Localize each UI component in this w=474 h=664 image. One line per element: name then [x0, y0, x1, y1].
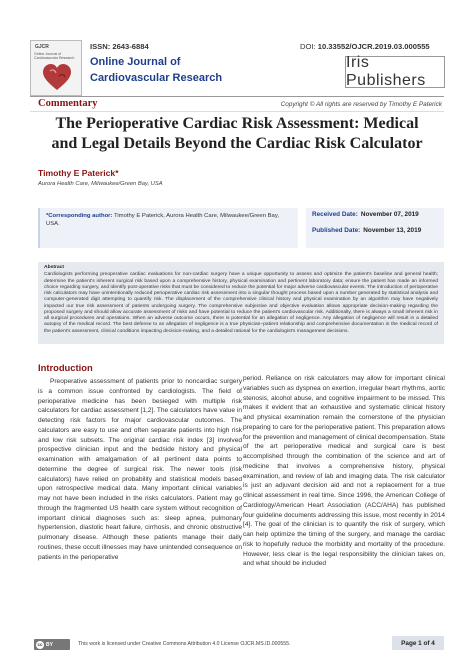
cc-by-label: BY: [46, 641, 53, 648]
introduction-heading: Introduction: [38, 362, 93, 373]
abstract-heading: Abstract: [44, 265, 65, 270]
introduction-right-column: period. Reliance on risk calculators may allow for important clinical variables such as dyspnea on exertion, irregular heart rhythms, aortic stenosis, alcohol abuse, and cognitive impairment to be missed. This makes it evident that an exhaustive and systematic clinical history and physical examination remain the cornerstone of the physician preparing to care for the perioperative patient. This preparation allows for the prevention and management of clinical decompensation. State of the art perioperative medical and surgical care is best accomplished through the combination of the science and art of medicine that involves a comprehensive history, physical examination, and review of lab and imaging data. The risk calculator is just an adjuvant decision aid and not a replacement for a true clinical assessment in real time. Since 1996, the American College of Cardiology/American Heart Association (ACC/AHA) has published four guideline documents addressing this issue, most recently in 2014 [4]. The goal of the clinician is to quantify the risk of surgery, which can help optimize the timing of the surgery, and manage the cardiac risk to hopefully reduce the morbidity and mortality of the procedure. However, less clear is the legal responsibility the clinician takes on, and what should be included: [243, 375, 445, 568]
copyright-notice: Copyright © All rights are reserved by Timothy E Paterick: [280, 101, 442, 108]
creative-commons-badge[interactable]: [34, 639, 70, 650]
published-date-value: November 13, 2019: [363, 227, 422, 234]
license-statement[interactable]: This work is licensed under Creative Commons Attribution 4.0 License: [78, 641, 239, 647]
publisher-logo: [345, 56, 445, 88]
abstract-text: Cardiologists performing preoperative cardiac evaluations for non-cardiac surgery have a unique opportunity to assess and optimize the patient's baseline and general health; determine the patient's inherent surgical risk based upon a comprehensive history, physical examination and pertinent laboratory data; ensure the patient has made an informed choice regarding surgery, and identify post-operative risks that must be considered to reduce the potential for major adverse cardiovascular events. The introduction of perioperative risk calculators may have unintentionally reduced perioperative cardiac risk assessment into a singular thought process based upon a number generated by statistical analysis and computer-generated digit attempting to quantify risk. The displacement of the comprehensive clinical history and physical examination by an algorithm may have negatively impacted our true risk assessment of patients undergoing surgery. The comprehensive subjective and objective evaluation allows appropriate decision-making regarding the proposed surgery and should allow accurate assessment of risks and have potential to reduce the patient's cardiovascular risk. Additionally, there is always a small inherent risk in all surgical procedures and operations. When an adverse outcome occurs, there is potential for an allegation of negligence. Any allegation of negligence will result in a detailed autopsy of the medical record. The best defense to an allegation of negligence is a true physician–patient relationship and comprehensive documentation in the medical record of the patient's assessment, clinical conditions impacting decision-making, and a detailed rational for the cardiologist's management decisions.: [44, 272, 438, 334]
footer-doi: OJCR.MS.ID.000555.: [240, 641, 291, 647]
publisher-logo-text: Iris Publishers: [346, 54, 426, 89]
corresponding-author-label: *Corresponding author:: [46, 213, 113, 219]
author-name: Timothy E Paterick*: [38, 168, 119, 178]
header-divider: [30, 96, 444, 97]
article-title: [0, 114, 474, 154]
article-title-line1: The Perioperative Cardiac Risk Assessment: Medical: [55, 115, 419, 132]
divider: [30, 111, 444, 112]
abstract-box: [38, 262, 444, 344]
journal-header: [0, 0, 474, 96]
doi-value[interactable]: 10.33552/OJCR.2019.03.000555: [317, 42, 430, 51]
received-date-label: Received Date:: [312, 211, 358, 218]
cc-icon: cc: [37, 642, 43, 647]
author-affiliation: Aurora Health Care, Milwaukee/Green Bay, USA: [38, 181, 163, 187]
license-text: [78, 641, 291, 647]
dates-box: [306, 208, 444, 248]
doi[interactable]: [300, 42, 430, 51]
article-type: Commentary: [38, 98, 98, 109]
issn: ISSN: 2643-6884: [90, 42, 149, 51]
page-number: Page 1 of 4: [392, 636, 444, 650]
received-date-row: [312, 211, 438, 219]
page-footer: [30, 636, 444, 652]
received-date-value: November 07, 2019: [360, 211, 419, 218]
cover-logo: GJCR: [35, 44, 49, 50]
journal-name-line1: Online Journal of: [90, 56, 181, 68]
corresponding-author-text: Timothy E Paterick, Aurora Health Care, Milwaukee/Green Bay, USA.: [46, 213, 279, 227]
cover-title: Online Journal of Cardiovascular Research: [34, 52, 75, 60]
published-date-row: [312, 227, 438, 235]
article-title-line2: and Legal Details Beyond the Cardiac Risk Calculator: [51, 135, 423, 152]
corresponding-author-box: [38, 208, 298, 248]
doi-label: DOI:: [300, 42, 316, 51]
journal-cover-thumbnail: [30, 40, 82, 96]
heart-icon: [41, 62, 73, 94]
published-date-label: Published Date:: [312, 227, 361, 234]
journal-name-line2: Cardiovascular Research: [90, 72, 223, 84]
introduction-left-column: Preoperative assessment of patients prior to noncardiac surgery is a common issue confronted by cardiologists. The field of perioperative medicine has been besieged with multiple risk calculators for cardiac assessment [1,2]. The calculators have value in detecting risk factors for major cardiovascular outcomes. The calculators are easy to use and often separate patients into high risk and low risk subsets. The original cardiac risk index [3] involved prospective clinician input and the bedside history and physical examination with amalgamation of all pertinent data points to determine the degree of surgical risk. The newer tools (risk calculators) have relied on probability and statistical models based upon retrospective medical data. Many important clinical variables may not have been included in the risks calculators. Patient may go through the fragmented US health care system without recognition of important clinical diagnoses such as: sleep apnea, pulmonary hypertension, diastolic heart failure, cirrhosis, and chronic obstructive pulmonary disease. Although these patients manage their daily routines, these occult illnesses may have unintended consequence on patients in the perioperative: [38, 378, 242, 561]
